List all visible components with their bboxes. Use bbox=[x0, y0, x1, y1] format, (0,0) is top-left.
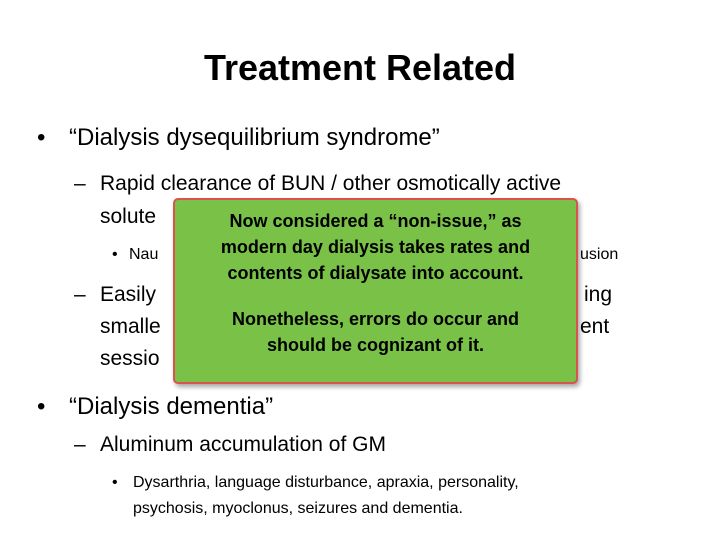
callout-line: should be cognizant of it. bbox=[267, 335, 484, 355]
dash-marker: – bbox=[74, 172, 86, 195]
callout-box bbox=[173, 198, 578, 384]
section1-detail-end: usion bbox=[580, 246, 619, 263]
section1-sub2-line2-start: smalle bbox=[100, 315, 161, 338]
bullet-marker: • bbox=[37, 393, 46, 420]
section2-heading: “Dialysis dementia” bbox=[69, 393, 274, 420]
callout-line: contents of dialysate into account. bbox=[227, 263, 524, 283]
section1-sub1-line1: Rapid clearance of BUN / other osmotically active bbox=[100, 172, 562, 195]
section1-sub2-line1-start: Easily bbox=[100, 283, 157, 306]
callout-line: modern day dialysis takes rates and bbox=[220, 237, 531, 257]
bullet-marker: • bbox=[112, 246, 118, 263]
section1-detail-start: Nau bbox=[129, 246, 159, 263]
section1-sub1-line2: solute bbox=[100, 205, 157, 228]
section1-sub2-line2-end: ent bbox=[580, 315, 610, 338]
slide-title: Treatment Related bbox=[203, 47, 517, 88]
callout-line: Now considered a “non-issue,” as bbox=[229, 211, 522, 231]
section1-heading: “Dialysis dysequilibrium syndrome” bbox=[69, 124, 440, 151]
dash-marker: – bbox=[74, 433, 86, 456]
section1-sub2-line3-start: sessio bbox=[100, 347, 160, 370]
bullet-marker: • bbox=[112, 474, 118, 491]
callout-line: Nonetheless, errors do occur and bbox=[231, 309, 520, 329]
dash-marker: – bbox=[74, 283, 86, 306]
section2-sub1: Aluminum accumulation of GM bbox=[100, 433, 386, 456]
section2-detail-line2: psychosis, myoclonus, seizures and dementia. bbox=[133, 500, 463, 517]
section2-detail-line1: Dysarthria, language disturbance, apraxia, personality, bbox=[133, 474, 519, 491]
bullet-marker: • bbox=[37, 124, 46, 151]
section1-sub2-line1-end: ing bbox=[584, 283, 613, 306]
